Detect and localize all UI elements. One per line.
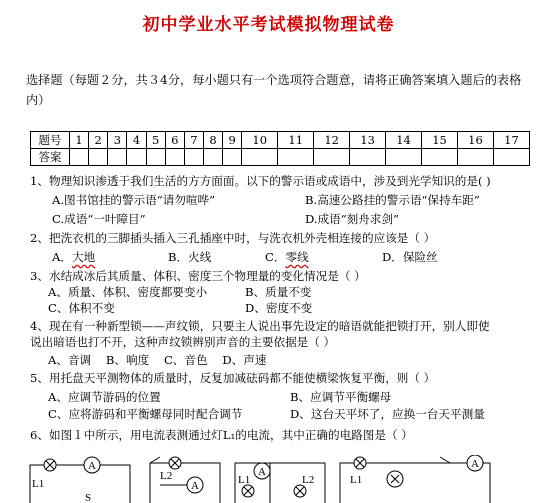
q2-option-d xyxy=(382,249,438,265)
answer-cell[interactable] xyxy=(127,149,146,166)
q3-option-d: D、密度不变 xyxy=(245,301,313,315)
q2-option-d-letter: D． xyxy=(382,250,403,264)
q5-stem: 5、用托盘天平测物体的质量时，反复加减砝码都不能使横梁恢复平衡，则（ ） xyxy=(30,371,436,385)
question-number-cell: 6 xyxy=(165,132,184,149)
question-number-cell: 15 xyxy=(422,132,458,149)
circuit-figures xyxy=(0,455,537,503)
fig4-ammeter-label: A xyxy=(471,458,479,470)
q5-option-b: B、应调节平衡螺母 xyxy=(290,390,392,404)
answer-cell[interactable] xyxy=(278,149,314,166)
answer-cell[interactable] xyxy=(314,149,350,166)
answer-table-header-row xyxy=(31,132,530,149)
q2-option-a-letter: A． xyxy=(52,250,72,264)
fig4-lamp-label: L1 xyxy=(350,474,363,486)
answer-table xyxy=(30,131,530,166)
q2-option-a xyxy=(52,249,95,265)
question-number-cell: 8 xyxy=(203,132,222,149)
question-number-cell: 12 xyxy=(314,132,350,149)
answer-label-cell: 答案 xyxy=(31,149,70,166)
fig3-ammeter-label: A xyxy=(258,466,266,478)
q5-option-a: A、应调节游码的位置 xyxy=(48,390,161,404)
q2-option-b xyxy=(168,249,211,265)
question-number-cell: 13 xyxy=(350,132,386,149)
q1-option-c: C.成语“一叶障目” xyxy=(52,212,146,226)
q1-option-a: A.图书馆挂的警示语“请勿喧哗” xyxy=(52,193,216,207)
answer-cell[interactable] xyxy=(493,149,529,166)
question-number-cell: 4 xyxy=(127,132,146,149)
question-number-cell: 17 xyxy=(493,132,529,149)
answer-cell[interactable] xyxy=(223,149,242,166)
q1-option-d: D.成语“刻舟求剑” xyxy=(305,212,399,226)
q6-stem: 6、如图１中所示，用电流表测通过灯L₁的电流，其中正确的电路图是（ ） xyxy=(30,428,413,442)
q3-option-a: A、质量、体积、密度都要变小 xyxy=(48,285,208,299)
q3-option-b: B、质量不变 xyxy=(245,285,312,299)
q2-option-c xyxy=(265,249,309,265)
q2-option-c-letter: C． xyxy=(265,250,286,264)
question-number-cell: 1 xyxy=(70,132,89,149)
question-number-cell: 2 xyxy=(89,132,108,149)
question-number-cell: 11 xyxy=(278,132,314,149)
answer-cell[interactable] xyxy=(70,149,89,166)
fig1-lamp-label: L1 xyxy=(32,478,45,490)
question-number-cell: 16 xyxy=(457,132,493,149)
answer-cell[interactable] xyxy=(422,149,458,166)
fig1-ammeter-label: A xyxy=(88,460,96,472)
answer-cell[interactable] xyxy=(386,149,422,166)
q4-stem-line1: 4、现在有一种新型锁——声纹锁，只要主人说出事先设定的暗语就能把锁打开，别人即使 xyxy=(30,319,490,333)
q2-option-c-text: 零线 xyxy=(285,250,309,264)
q2-option-d-text: 保险丝 xyxy=(402,250,438,264)
q1-option-b: B.高速公路挂的警示语“保持车距” xyxy=(305,193,480,207)
q4-options: A、音调 B、响度 C、音色 D、声速 xyxy=(48,353,267,367)
q2-stem: 2、把洗衣机的三脚插头插入三孔插座中时，与洗衣机外壳相连接的应该是（ ） xyxy=(30,231,436,245)
answer-cell[interactable] xyxy=(242,149,278,166)
paper-title: 初中学业水平考试模拟物理试卷 xyxy=(142,15,395,35)
q5-option-c: C、应将游码和平衡螺母同时配合调节 xyxy=(48,407,243,421)
answer-cell[interactable] xyxy=(89,149,108,166)
answer-cell[interactable] xyxy=(165,149,184,166)
question-number-cell: 3 xyxy=(108,132,127,149)
answer-cell[interactable] xyxy=(108,149,127,166)
fig2-ammeter-label: A xyxy=(191,480,199,492)
q3-stem: 3、水结成冰后其质量、体积、密度三个物理量的变化情况是（ ） xyxy=(30,269,366,283)
answer-cell[interactable] xyxy=(350,149,386,166)
question-number-cell: 7 xyxy=(184,132,203,149)
circuit-figure-4 xyxy=(340,455,490,503)
section-intro: 选择题（每题２分，共３4分，每小题只有一个选项符合题意，请将正确答案填入题后的表格内） xyxy=(26,73,522,107)
fig3-lamp2-label: L2 xyxy=(302,474,315,486)
q2-option-b-letter: B． xyxy=(168,250,189,264)
answer-cell[interactable] xyxy=(184,149,203,166)
q5-option-d: D、这台天平坏了，应换一台天平测量 xyxy=(290,407,485,421)
header-label-cell: 题号 xyxy=(31,132,70,149)
q1-stem: 1、物理知识渗透于我们生活的方方面面。以下的警示语或成语中，涉及到光学知识的是( ) xyxy=(30,174,491,188)
answer-cell[interactable] xyxy=(146,149,165,166)
q4-stem-line2: 说出暗语也打不开，这种声纹锁辨别声音的主要依据是（ ） xyxy=(30,335,336,349)
answer-cell[interactable] xyxy=(203,149,222,166)
question-number-cell: 9 xyxy=(223,132,242,149)
q3-option-c: C、体积不变 xyxy=(48,301,115,315)
fig2-lamp-label: L2 xyxy=(160,470,173,482)
question-number-cell: 10 xyxy=(242,132,278,149)
question-number-cell: 14 xyxy=(386,132,422,149)
circuit-figure-1 xyxy=(30,457,130,503)
question-number-cell: 5 xyxy=(146,132,165,149)
fig3-lamp1-label: L1 xyxy=(238,474,251,486)
q2-option-a-text: 大地 xyxy=(71,250,96,264)
answer-table-answer-row xyxy=(31,149,530,166)
q2-option-b-text: 火线 xyxy=(188,250,212,264)
fig1-source-label: S xyxy=(85,492,92,503)
answer-cell[interactable] xyxy=(457,149,493,166)
